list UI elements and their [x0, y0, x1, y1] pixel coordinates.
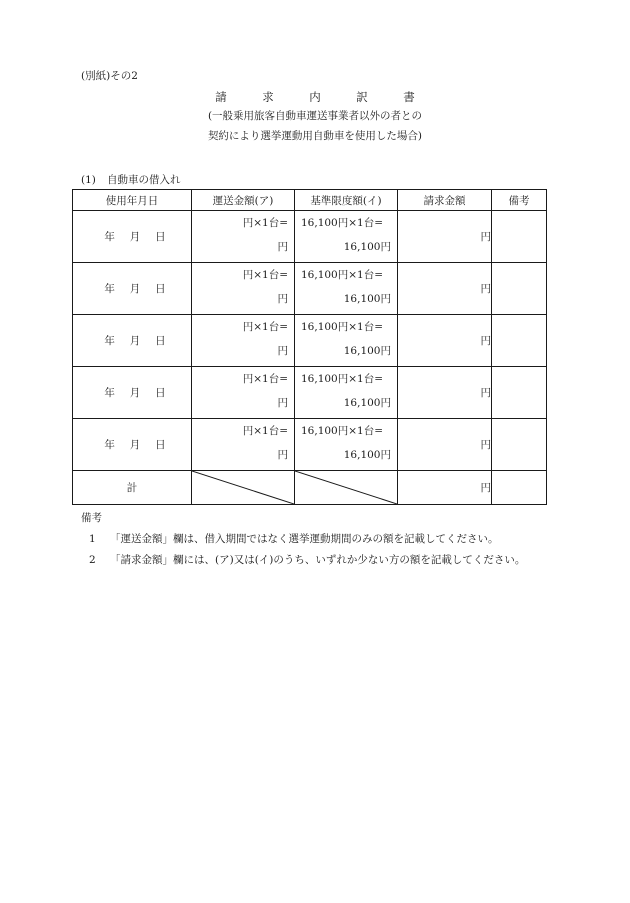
diagonal-strike-cell	[295, 471, 397, 504]
title-char: 訳	[356, 90, 368, 104]
usage-date-cell[interactable]	[73, 229, 191, 244]
section-number: (1)	[81, 174, 96, 186]
transport-amount-cell[interactable]: 円×1台= 円	[242, 217, 288, 253]
remarks-cell[interactable]	[492, 263, 547, 315]
total-remarks-cell[interactable]	[492, 471, 547, 505]
document-title	[0, 89, 630, 105]
title-char: 内	[309, 90, 321, 104]
day-label: 日	[155, 335, 166, 347]
note-number: 1	[89, 533, 96, 545]
section-heading	[81, 172, 181, 187]
document-subtitle-line2: 契約により選挙運動用自動車を使用した場合)	[207, 130, 423, 142]
claim-amount-cell[interactable]: 円	[398, 263, 492, 315]
note-text: 「運送金額」欄は、借入期間ではなく選挙運動期間のみの額を記載してください。	[110, 533, 499, 545]
standard-limit-cell: 16,100円×1台= 16,100円	[301, 425, 391, 461]
note-text: 「請求金額」欄には、(ア)又は(イ)のうち、いずれか少ない方の額を記載してください。	[110, 554, 526, 566]
year-label: 年	[104, 231, 115, 243]
title-char: 求	[262, 90, 274, 104]
claim-amount-cell[interactable]: 円	[398, 211, 492, 263]
transport-amount-cell[interactable]: 円×1台= 円	[242, 321, 288, 357]
table-row	[73, 419, 547, 471]
note-number: 2	[89, 554, 96, 566]
remarks-cell[interactable]	[492, 367, 547, 419]
notes-title: 備考	[81, 512, 102, 524]
year-label: 年	[104, 283, 115, 295]
claim-amount-cell[interactable]: 円	[398, 419, 492, 471]
usage-date-cell[interactable]	[73, 333, 191, 348]
usage-date-cell[interactable]	[73, 385, 191, 400]
day-label: 日	[155, 387, 166, 399]
claim-amount-cell[interactable]: 円	[398, 315, 492, 367]
table-row	[73, 211, 547, 263]
note-item	[89, 552, 525, 567]
transport-amount-cell[interactable]: 円×1台= 円	[242, 425, 288, 461]
table-row	[73, 315, 547, 367]
standard-limit-cell: 16,100円×1台= 16,100円	[301, 217, 391, 253]
table-total-row	[73, 471, 547, 505]
claim-amount-cell[interactable]: 円	[398, 367, 492, 419]
header-remarks: 備考	[492, 190, 547, 211]
usage-date-cell[interactable]	[73, 281, 191, 296]
header-standard-limit: 基準限度額(イ)	[295, 190, 398, 211]
table-header-row	[73, 190, 547, 211]
standard-limit-cell: 16,100円×1台= 16,100円	[301, 373, 391, 409]
year-label: 年	[104, 387, 115, 399]
document-subtitle-line1: (一般乗用旅客自動車運送事業者以外の者との	[207, 110, 423, 122]
transport-amount-cell[interactable]: 円×1台= 円	[242, 373, 288, 409]
title-char: 書	[403, 90, 415, 104]
usage-date-cell[interactable]	[73, 437, 191, 452]
day-label: 日	[155, 283, 166, 295]
day-label: 日	[155, 439, 166, 451]
day-label: 日	[155, 231, 166, 243]
header-usage-date: 使用年月日	[73, 190, 192, 211]
remarks-cell[interactable]	[492, 419, 547, 471]
section-title: 自動車の借入れ	[107, 174, 181, 186]
note-item	[89, 531, 499, 546]
month-label: 月	[129, 439, 141, 451]
header-claim-amount: 請求金額	[398, 190, 492, 211]
remarks-cell[interactable]	[492, 315, 547, 367]
standard-limit-cell: 16,100円×1台= 16,100円	[301, 321, 391, 357]
document-reference: (別紙)その2	[81, 70, 138, 82]
month-label: 月	[129, 231, 141, 243]
claim-breakdown-table	[72, 189, 547, 505]
month-label: 月	[129, 283, 141, 295]
month-label: 月	[129, 387, 141, 399]
year-label: 年	[104, 335, 115, 347]
diagonal-strike-cell	[192, 471, 294, 504]
standard-limit-cell: 16,100円×1台= 16,100円	[301, 269, 391, 305]
table-row	[73, 263, 547, 315]
year-label: 年	[104, 439, 115, 451]
remarks-cell[interactable]	[492, 211, 547, 263]
total-label: 計	[73, 471, 192, 505]
title-char: 請	[215, 90, 227, 104]
month-label: 月	[129, 335, 141, 347]
table-row	[73, 367, 547, 419]
transport-amount-cell[interactable]: 円×1台= 円	[242, 269, 288, 305]
total-claim-amount-cell[interactable]: 円	[398, 471, 492, 505]
header-transport-amount: 運送金額(ア)	[192, 190, 295, 211]
